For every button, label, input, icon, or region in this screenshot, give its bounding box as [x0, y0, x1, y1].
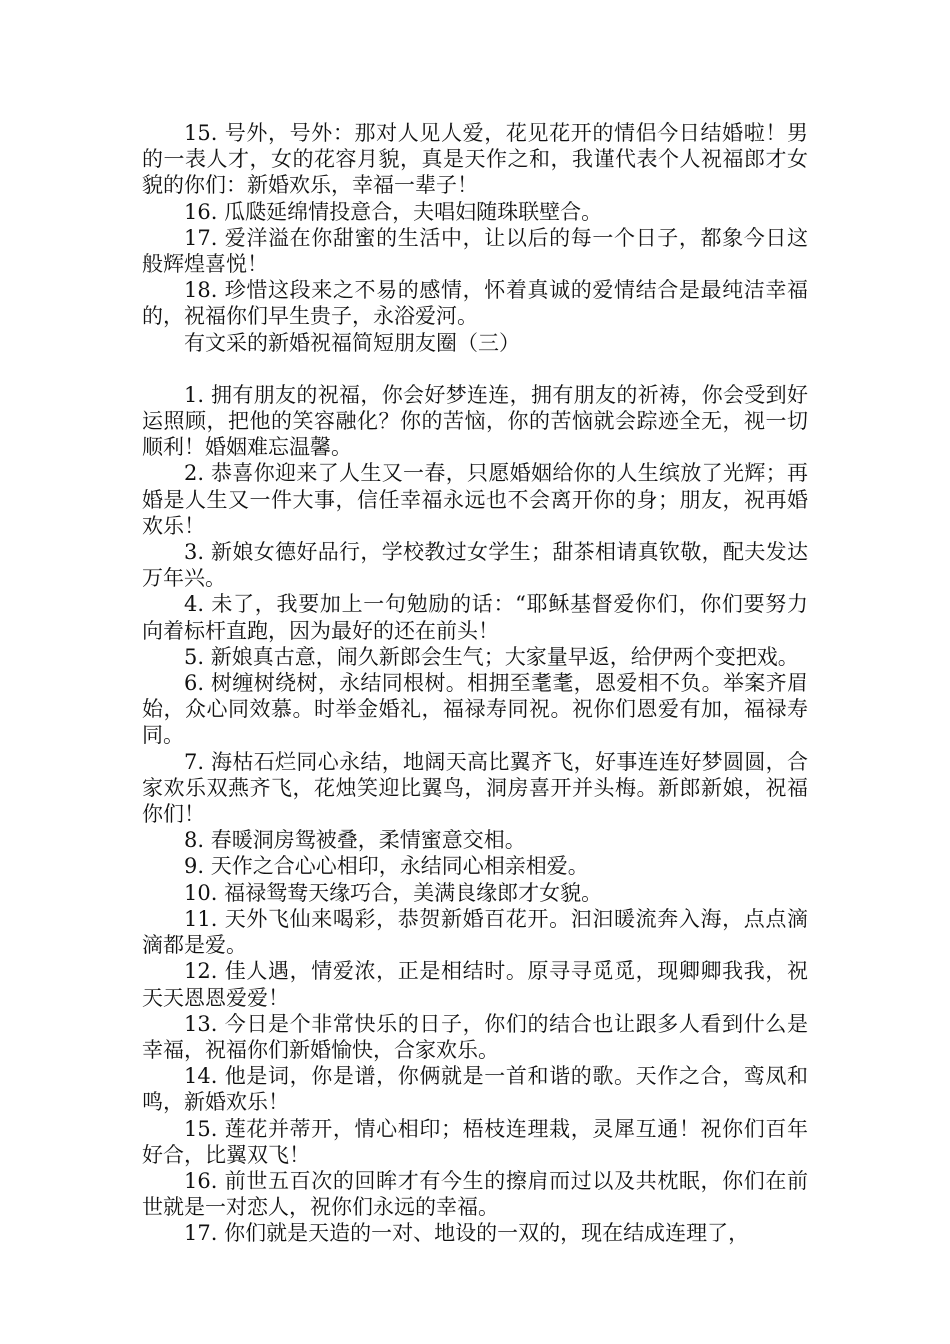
paragraph-2: 2. 恭喜你迎来了人生又一春，只愿婚姻给你的人生缤放了光辉；再婚是人生又一件大事，信任幸福永远也不会离开你的身；朋友，祝再婚欢乐！ — [142, 461, 808, 538]
paragraph-14: 14. 他是词，你是谱，你俩就是一首和谐的歌。天作之合，鸾凤和鸣，新婚欢乐！ — [142, 1064, 808, 1115]
paragraph-17: 17. 爱洋溢在你甜蜜的生活中，让以后的每一个日子，都象今日这般辉煌喜悦！ — [142, 225, 808, 277]
paragraph-17b: 17. 你们就是天造的一对、地设的一双的，现在结成连理了， — [184, 1221, 750, 1246]
paragraph-4: 4. 未了，我要加上一句勉励的话：“耶稣基督爱你们，你们要努力向着标杆直跑，因为最好的还在前头！ — [142, 592, 808, 643]
paragraph-11: 11. 天外飞仙来喝彩，恭贺新婚百花开。汩汩暖流奔入海，点点滴滴都是爱。 — [142, 906, 808, 958]
paragraph-15b: 15. 莲花并蒂开，情心相印；梧枝连理栽，灵犀互通！祝你们百年好合，比翼双飞！ — [142, 1116, 808, 1167]
paragraph-12: 12. 佳人遇，情爱浓，正是相结时。原寻寻觅觅，现卿卿我我，祝天天恩恩爱爱！ — [142, 959, 808, 1010]
section-heading: 有文采的新婚祝福简短朋友圈（三） — [184, 330, 520, 355]
paragraph-16: 16. 瓜瓞延绵情投意合，夫唱妇随珠联壁合。 — [184, 199, 603, 224]
paragraph-10: 10. 福禄鸳鸯天缘巧合，美满良缘郎才女貌。 — [184, 880, 603, 905]
paragraph-5: 5. 新娘真古意，闹久新郎会生气；大家量早返，给伊两个变把戏。 — [184, 644, 799, 669]
paragraph-3: 3. 新娘女德好品行，学校教过女学生；甜茶相请真钦敬，配夫发达万年兴。 — [142, 540, 808, 591]
paragraph-16b: 16. 前世五百次的回眸才有今生的擦肩而过以及共枕眠，你们在前世就是一对恋人，祝你们永远的幸福。 — [142, 1168, 808, 1220]
paragraph-6: 6. 树缠树绕树，永结同根树。相拥至耄耄，恩爱相不负。举案齐眉始，众心同效慕。时举金婚礼，福禄寿同祝。祝你们恩爱有加，福禄寿同。 — [142, 671, 808, 748]
paragraph-8: 8. 春暖洞房鸳被叠，柔情蜜意交相。 — [184, 828, 526, 853]
paragraph-18: 18. 珍惜这段来之不易的感情，怀着真诚的爱情结合是最纯洁幸福的，祝福你们早生贵子，永浴爱河。 — [142, 278, 808, 329]
paragraph-13: 13. 今日是个非常快乐的日子，你们的结合也让跟多人看到什么是幸福，祝福你们新婚愉快，合家欢乐。 — [142, 1011, 808, 1062]
paragraph-15: 15. 号外，号外：那对人见人爱，花见花开的情侣今日结婚啦！男的一表人才，女的花容月貌，真是天作之和，我谨代表个人祝福郎才女貌的你们：新婚欢乐，幸福一辈子！ — [142, 121, 808, 198]
paragraph-7: 7. 海枯石烂同心永结，地阔天高比翼齐飞，好事连连好梦圆圆，合家欢乐双燕齐飞，花烛笑迎比翼鸟，洞房喜开并头梅。新郎新娘，祝福你们！ — [142, 749, 808, 827]
document-page — [142, 120, 808, 1247]
paragraph-1: 1. 拥有朋友的祝福，你会好梦连连，拥有朋友的祈祷，你会受到好运照顾，把他的笑容融化？你的苦恼，你的苦恼就会踪迹全无，视一切顺利！婚姻难忘温馨。 — [142, 382, 808, 460]
paragraph-9: 9. 天作之合心心相印，永结同心相亲相爱。 — [184, 854, 589, 879]
